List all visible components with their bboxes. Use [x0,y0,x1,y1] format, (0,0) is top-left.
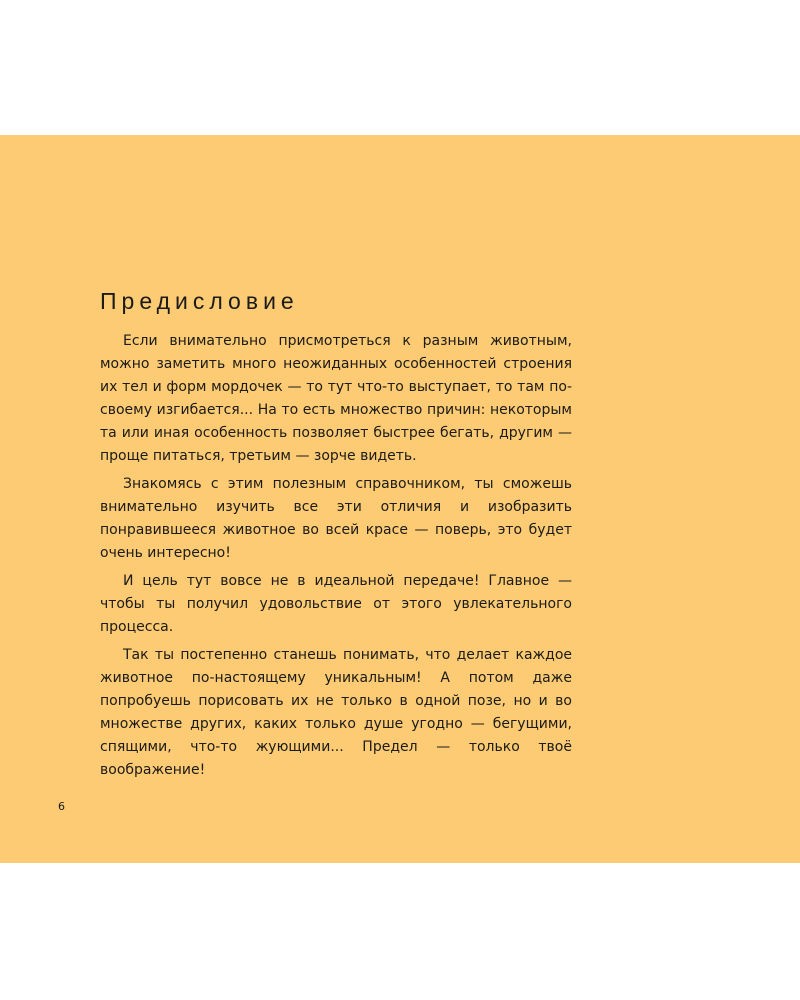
paragraph-3: И цель тут вовсе не в идеальной передаче! Главное — чтобы ты получил удовольствие от этого увлекательного процесса. [100,573,572,635]
paragraph-1: Если внимательно присмотреться к разным животным, можно заметить много неожиданных особенностей строения их тел и форм мордочек — то тут что-то выступает, то там по-своему изгибается... На то есть множество причин: некоторым та или иная особенность позволяет быстрее бегать, другим — проще питаться, третьим — зорче видеть. [100,333,572,464]
page-title: Предисловие [100,288,299,314]
page-number: 6 [58,800,65,813]
preface-section [100,285,572,787]
paragraph-4: Так ты постепенно станешь понимать, что делает каждое животное по-настоящему уникальным! А потом даже попробуешь порисовать их не только в одной позе, но и во множестве других, каких только душе угодно — бегущими, спящими, что-то жующими... Предел — только твоё воображение! [100,647,572,778]
paragraph-2: Знакомясь с этим полезным справочником, ты сможешь внимательно изучить все эти отличия и изобразить понравившееся животное во всей красе — поверь, это будет очень интересно! [100,476,572,561]
